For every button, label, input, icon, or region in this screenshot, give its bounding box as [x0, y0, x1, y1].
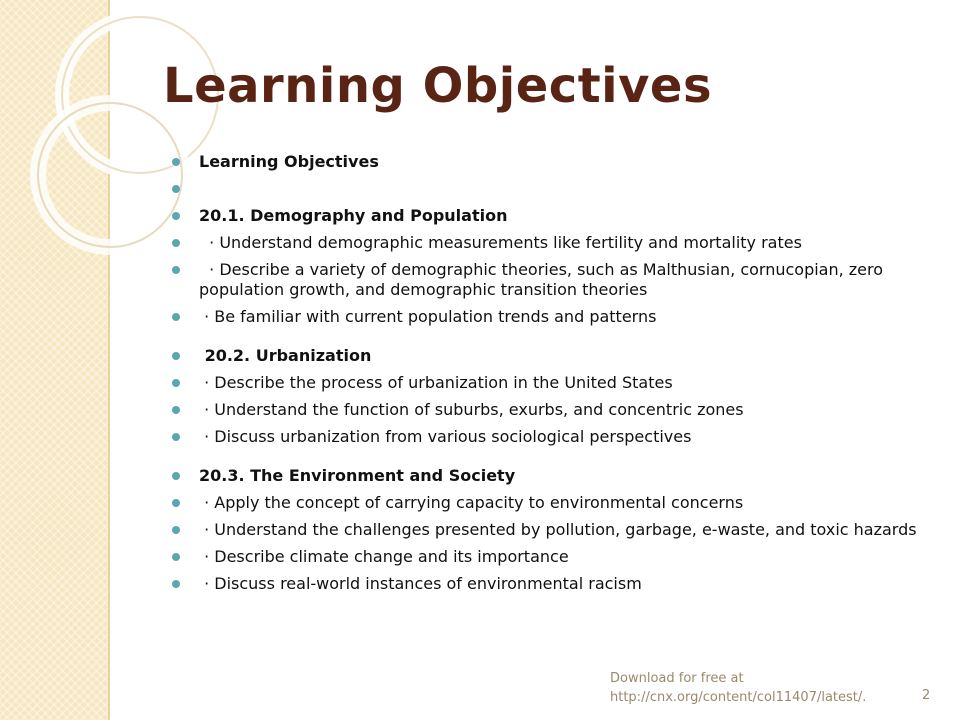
footer-line-1: Download for free at: [610, 671, 744, 686]
section-heading: [172, 346, 932, 366]
footer-source: [610, 669, 890, 707]
bullet-dot-icon: [172, 185, 180, 193]
list-item-text: · Understand the function of suburbs, exurbs, and concentric zones: [199, 400, 744, 419]
list-item-text: · Understand demographic measurements like fertility and mortality rates: [199, 233, 802, 252]
list-item-text: · Describe a variety of demographic theories, such as Malthusian, cornucopian, zero population growth, and demographic transition theories: [199, 260, 889, 299]
footer-link[interactable]: http://cnx.org/content/col11407/latest/.: [610, 690, 867, 705]
list-item-text: · Discuss real-world instances of environmental racism: [199, 574, 642, 593]
bullet-dot-icon: [172, 212, 180, 220]
objectives-list: [172, 152, 932, 601]
bullet-dot-icon: [172, 379, 180, 387]
list-item: [172, 233, 932, 253]
list-item: [172, 427, 932, 447]
list-item: [172, 520, 932, 540]
list-item: [172, 260, 932, 300]
section-heading: [172, 152, 932, 172]
bullet-dot-icon: [172, 239, 180, 247]
list-item-text: · Apply the concept of carrying capacity to environmental concerns: [199, 493, 744, 512]
bullet-dot-icon: [172, 553, 180, 561]
list-item: [172, 400, 932, 420]
list-item-text: Learning Objectives: [199, 152, 379, 171]
bullet-dot-icon: [172, 472, 180, 480]
list-item: [172, 307, 932, 327]
bullet-dot-icon: [172, 580, 180, 588]
list-item-text: 20.1. Demography and Population: [199, 206, 508, 225]
page-number: 2: [922, 688, 931, 703]
bullet-dot-icon: [172, 433, 180, 441]
list-item: [172, 574, 932, 594]
bullet-dot-icon: [172, 352, 180, 360]
list-item: [172, 179, 932, 199]
list-item: [172, 373, 932, 393]
list-item-text: · Be familiar with current population trends and patterns: [199, 307, 657, 326]
list-item-text: · Discuss urbanization from various sociological perspectives: [199, 427, 692, 446]
bullet-dot-icon: [172, 499, 180, 507]
bullet-dot-icon: [172, 406, 180, 414]
section-heading: [172, 466, 932, 486]
bullet-dot-icon: [172, 158, 180, 166]
slide-title: Learning Objectives: [163, 58, 713, 114]
list-item-text: · Describe the process of urbanization in the United States: [199, 373, 673, 392]
section-heading: [172, 206, 932, 226]
list-item: [172, 547, 932, 567]
bullet-dot-icon: [172, 266, 180, 274]
bullet-dot-icon: [172, 526, 180, 534]
list-item-text: · Understand the challenges presented by pollution, garbage, e-waste, and toxic hazards: [199, 520, 917, 539]
list-item: [172, 493, 932, 513]
list-item-text: 20.3. The Environment and Society: [199, 466, 516, 485]
bullet-dot-icon: [172, 313, 180, 321]
list-item-text: · Describe climate change and its importance: [199, 547, 569, 566]
list-item-text: 20.2. Urbanization: [199, 346, 372, 365]
